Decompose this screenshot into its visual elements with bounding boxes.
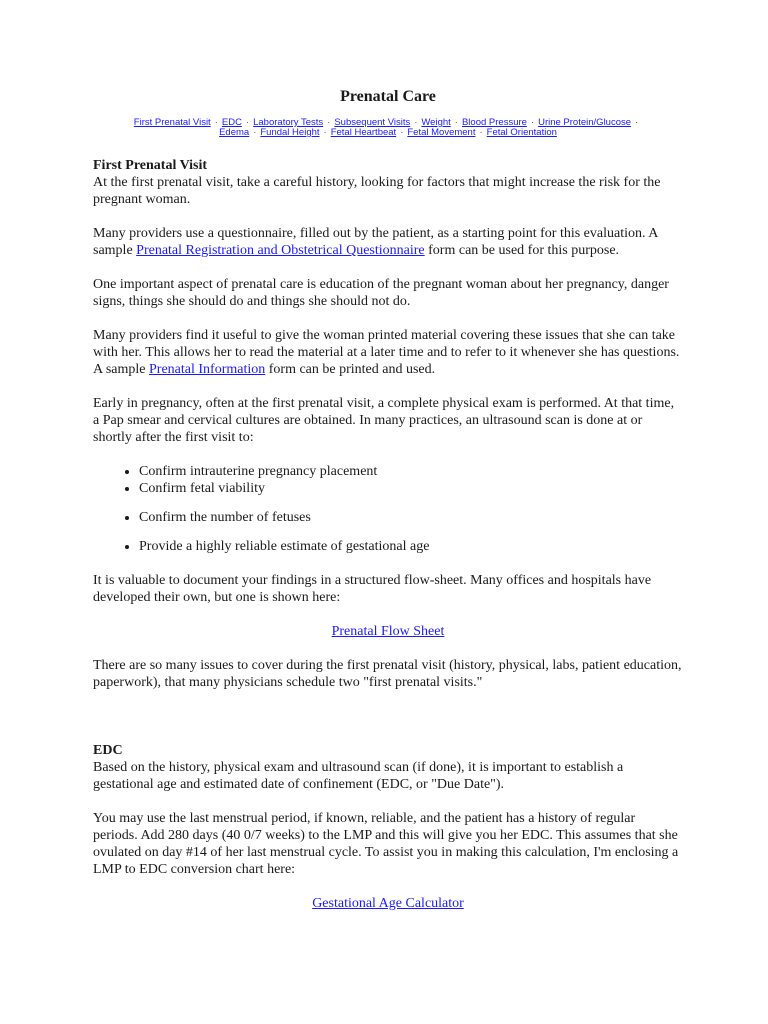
nav-separator: · [253, 127, 257, 138]
list-item: • Confirm the number of fetuses [139, 509, 683, 526]
nav-link-fetal-orientation[interactable]: Fetal Orientation [486, 127, 557, 138]
ultrasound-purpose-list [93, 463, 683, 555]
nav-link-edema[interactable]: Edema [219, 127, 250, 138]
topic-nav [93, 118, 683, 138]
paragraph: There are so many issues to cover during the first prenatal visit (history, physical, labs, patient education, paperwork), that many physicians schedule two "first prenatal visits." [93, 658, 682, 690]
nav-separator: · [245, 117, 250, 128]
nav-link-edc[interactable]: EDC [221, 117, 242, 128]
list-item: • Provide a highly reliable estimate of gestational age [139, 538, 683, 555]
paragraph-text: form can be printed and used. [265, 362, 436, 377]
nav-link-fetal-movement[interactable]: Fetal Movement [407, 127, 476, 138]
nav-separator: · [530, 117, 535, 128]
paragraph-text: Many providers find it useful to give the woman printed material covering these issues that she can take with her. This allows her to read the material at a later time and to refer to it whenever she has questions. A sample [93, 328, 680, 377]
nav-link-first-prenatal-visit[interactable]: First Prenatal Visit [133, 117, 211, 128]
section-heading-first-prenatal-visit: First Prenatal Visit [93, 158, 208, 173]
paragraph: At the first prenatal visit, take a careful history, looking for factors that might increase the risk for the pregnant woman. [93, 175, 661, 207]
section-heading-edc: EDC [93, 743, 123, 758]
questionnaire-link[interactable]: Prenatal Registration and Obstetrical Questionnaire [136, 243, 425, 258]
nav-link-weight[interactable]: Weight [421, 117, 451, 128]
nav-separator: · [214, 117, 218, 128]
paragraph: Early in pregnancy, often at the first prenatal visit, a complete physical exam is performed. At that time, a Pap smear and cervical cultures are obtained. In many practices, an ultrasound scan is done at or shortly after the first visit to: [93, 396, 675, 445]
list-item: • Confirm intrauterine pregnancy placement [139, 463, 683, 480]
nav-separator: · [327, 117, 331, 128]
nav-link-fetal-heartbeat[interactable]: Fetal Heartbeat [330, 127, 397, 138]
flow-sheet-link-row [93, 623, 683, 640]
nav-separator: · [323, 127, 327, 138]
paragraph [93, 225, 683, 259]
nav-separator: · [400, 127, 404, 138]
nav-separator: · [479, 127, 483, 138]
paragraph [93, 327, 683, 378]
paragraph: Based on the history, physical exam and ultrasound scan (if done), it is important to establish a gestational age and estimated date of confinement (EDC, or "Due Date"). [93, 760, 624, 792]
nav-link-subsequent-visits[interactable]: Subsequent Visits [334, 117, 411, 128]
nav-link-urine-protein-glucose[interactable]: Urine Protein/Glucose [538, 117, 632, 128]
paragraph: You may use the last menstrual period, if known, reliable, and the patient has a history of regular periods. Add 280 days (40 0/7 weeks) to the LMP and this will give you her EDC. This assumes that she ovulated on day #14 of her last menstrual cycle. To assist you in making this calculation, I'm enclosing a LMP to EDC conversion chart here: [93, 811, 679, 877]
prenatal-flow-sheet-link[interactable]: Prenatal Flow Sheet [331, 624, 445, 639]
paragraph: It is valuable to document your findings in a structured flow-sheet. Many offices and hospitals have developed their own, but one is shown here: [93, 573, 652, 605]
paragraph: One important aspect of prenatal care is education of the pregnant woman about her pregnancy, danger signs, things she should do and things she should not do. [93, 277, 669, 309]
calculator-link-row [93, 895, 683, 912]
list-item: • Confirm fetal viability [139, 480, 683, 497]
main-content [93, 157, 683, 929]
nav-separator: · [414, 117, 418, 128]
prenatal-information-link[interactable]: Prenatal Information [149, 362, 266, 377]
gestational-age-calculator-link[interactable]: Gestational Age Calculator [312, 896, 464, 911]
nav-link-fundal-height[interactable]: Fundal Height [260, 127, 320, 138]
page-title: Prenatal Care [340, 88, 436, 105]
paragraph-text: Many providers use a questionnaire, filled out by the patient, as a starting point for this evaluation. A sample [93, 226, 658, 258]
paragraph-text: form can be used for this purpose. [424, 243, 620, 258]
section-spacer [93, 708, 683, 742]
nav-separator: · [454, 117, 458, 128]
nav-separator: · [635, 117, 639, 128]
nav-link-blood-pressure[interactable]: Blood Pressure [461, 117, 527, 128]
nav-link-laboratory-tests[interactable]: Laboratory Tests [253, 117, 324, 128]
